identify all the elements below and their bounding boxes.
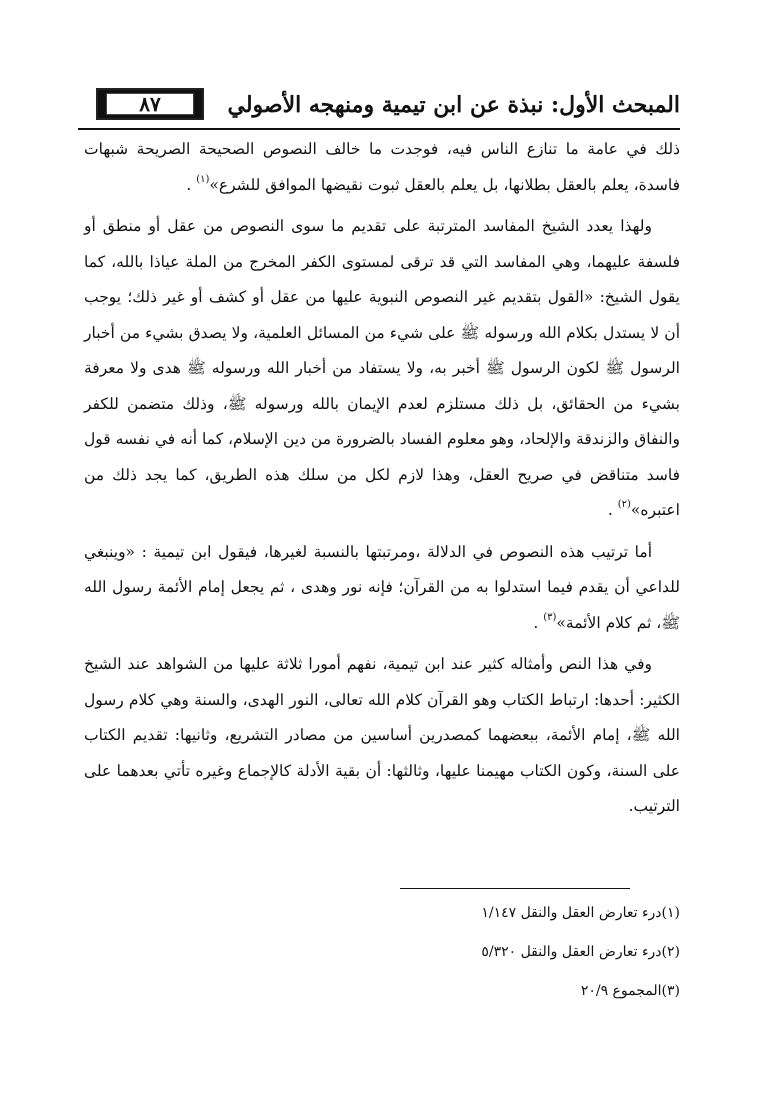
footnote-ref-1: (١) [196,173,210,185]
page-number-frame [96,88,204,120]
main-text [84,132,680,825]
footnote-1: (١)درء تعارض العقل والنقل ١/١٤٧ [481,905,680,921]
footnote-ref-2: (٢) [617,499,631,510]
footnote-2: (٢)درء تعارض العقل والنقل ٥/٣٢٠ [481,944,680,960]
footnote-3: (٣)المجموع ٢٠/٩ [580,983,680,999]
footnote-ref-3: (٣) [543,611,557,623]
page-number: ٨٧ [106,93,194,115]
paragraph-4: وفي هذا النص وأمثاله كثير عند ابن تيمية، نفهم أمورا ثلاثة عليها من الشواهد عند الشيخ الكثير: أحدها: ارتباط الكتاب وهو القرآن كلام الله تعالى، النور الهدى، والسنة وهي كلام رسول الله ﷺ، إمام الأئمة، ببعضهما كمصدرين أساسين من مصادر التشريع، وثانيها: تقديم الكتاب على السنة، وكون الكتاب مهيمنا عليها، وثالثها: أن بقية الأدلة كالإجماع وغيره تأتي بعدهما على الترتيب. [84,655,680,815]
chapter-title: المبحث الأول: نبذة عن ابن تيمية ومنهجه الأصولي [227,92,680,118]
page-header [78,86,680,124]
header-rule [78,128,680,130]
paragraph-1: ذلك في عامة ما تنازع الناس فيه، فوجدت ما خالف النصوص الصحيحة الصريحة شبهات فاسدة، يعلم بالعقل بطلانها، بل يعلم بالعقل ثبوت نقيضها الموافق للشرع»$^{(١)}$ . [84,140,680,194]
paragraph-2: ولهذا يعدد الشيخ المفاسد المترتبة على تقديم ما سوى النصوص من عقل أو منطق أو فلسفة عليهما، وهي المفاسد التي قد ترقى لمستوى الكفر المخرج من الملة عياذا بالله، كما يقول الشيخ: «القول بتقديم غير النصوص النبوية عليها من عقل أو كشف أو غير ذلك؛ يوجب أن لا يستدل بكلام الله ورسوله ﷺ على شيء من المسائل العلمية، ولا يصدق بشيء من أخبار الرسول ﷺ لكون الرسول ﷺ أخبر به، ولا يستفاد من أخبار الله ورسوله ﷺ هدى ولا معرفة بشيء من الحقائق، بل ذلك مستلزم لعدم الإيمان بالله ورسوله ﷺ، وذلك متضمن للكفر والنفاق والزندقة والإلحاد، وهو معلوم الفساد بالضرورة من دين الإسلام، كما أنه في نفسه قول فاسد متناقض في صريح العقل، وهذا لازم لكل من سلك هذه الطريق، كما يجد ذلك من اعتبره»$^{(٢)}$ . [84,217,680,519]
paragraph-3: أما ترتيب هذه النصوص في الدلالة ،ومرتبتها بالنسبة لغيرها، فيقول ابن تيمية : «وينبغي للداعي أن يقدم فيما استدلوا به من القرآن؛ فإنه نور وهدى ، ثم يجعل إمام الأئمة رسول الله ﷺ، ثم كلام الأئمة»$^{(٣)}$ . [84,542,680,632]
footnotes [390,898,680,1015]
footnote-separator [400,888,630,889]
